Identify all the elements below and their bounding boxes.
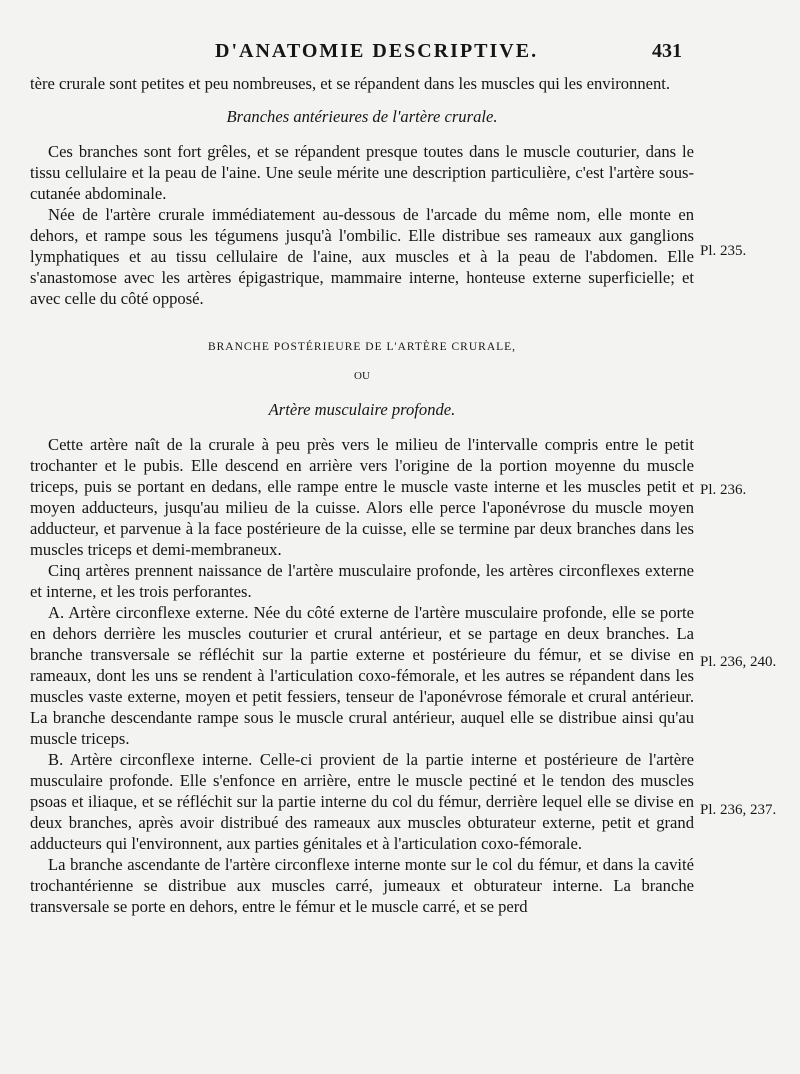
- paragraph-branche-ascendante: La branche ascendante de l'artère circonflexe interne monte sur le col du fémur, et dans la cavité trochantérienne se distribue aux muscles carré, jumeaux et obturateur interne. La branche transversale se porte en dehors, entre le fémur et le muscle carré, et se perd: [30, 855, 694, 916]
- margin-note-pl-236-240: Pl. 236, 240.: [700, 654, 777, 670]
- paragraph-anterior-2: Née de l'artère crurale immédiatement au-dessous de l'arcade du même nom, elle monte en dehors, et rampe sous les tégumens jusqu'à l'ombilic. Elle distribue ses rameaux aux ganglions lymphatiques et au tissu cellulaire de l'aine, aux muscles et à la peau de l'abdomen. Elle s'anastomose avec les artères épigastrique, mammaire interne, honteuse externe superficielle; et avec celle du côté opposé.: [30, 205, 694, 308]
- body-text: [30, 73, 694, 917]
- paragraph-anterior-1: Ces branches sont fort grêles, et se répandent presque toutes dans le muscle couturier, dans le tissu cellulaire et la peau de l'aine. Une seule mérite une description particulière, c'est l'artère sous-cutanée abdominale.: [30, 142, 694, 203]
- heading-ou: OU: [354, 370, 370, 382]
- margin-note-pl-236-237: Pl. 236, 237.: [700, 802, 777, 818]
- paragraph-circonflexe-interne: B. Artère circonflexe interne. Celle-ci provient de la partie interne et postérieure de l'artère musculaire profonde. Elle s'enfonce en arrière, entre le muscle pectiné et le tendon des muscles psoas et iliaque, et se réfléchit sur la partie interne du col du fémur, derrière lequel elle se divise en deux branches, après avoir distribué des rameaux aux muscles obturateur externe, petit et grand adducteurs qui l'environnent, aux parties génitales et à l'articulation coxo-fémorale.: [30, 750, 694, 853]
- heading-posterior-branch: BRANCHE POSTÉRIEURE DE L'ARTÈRE CRURALE,: [207, 341, 517, 353]
- heading-anterior-branches: Branches antérieures de l'artère crurale.: [226, 107, 498, 126]
- paragraph-musculaire-2: Cinq artères prennent naissance de l'artère musculaire profonde, les artères circonflexes externe et interne, et les trois perforantes.: [30, 561, 694, 601]
- paragraph-intro: tère crurale sont petites et peu nombreuses, et se répandent dans les muscles qui les environnent.: [30, 74, 671, 93]
- margin-note-pl-236: Pl. 236.: [700, 482, 747, 498]
- running-head: [0, 40, 800, 68]
- running-title: D'ANATOMIE DESCRIPTIVE.: [215, 40, 539, 62]
- paragraph-musculaire-1: Cette artère naît de la crurale à peu près vers le milieu de l'intervalle compris entre le petit trochanter et le pubis. Elle descend en arrière vers l'origine de la portion moyenne du muscle triceps, puis se portant en dedans, elle rampe entre le muscle vaste interne et les muscles petit et moyen adducteurs, jusqu'au milieu de la cuisse. Alors elle perce l'aponévrose du muscle moyen adducteur, et parvenue à la face postérieure de la cuisse, elle se termine par deux branches dans les muscles triceps et demi-membraneux.: [30, 435, 694, 559]
- paragraph-circonflexe-externe: A. Artère circonflexe externe. Née du côté externe de l'artère musculaire profonde, elle se porte en dehors derrière les muscles couturier et crural antérieur, et se partage en deux branches. La branche transversale se réfléchit sur la partie externe et postérieure du fémur, et se divise en rameaux, dont les uns se rendent à l'articulation coxo-fémorale, et les autres se répandent dans les muscles vaste externe, moyen et petit fessiers, tenseur de l'aponévrose fémorale et crural antérieur. La branche descendante rampe sous le muscle crural antérieur, auquel elle se distribue ainsi qu'au muscle triceps.: [30, 603, 694, 748]
- margin-note-pl-235: Pl. 235.: [700, 243, 747, 259]
- heading-musculaire-profonde: Artère musculaire profonde.: [268, 400, 456, 419]
- page-number: 431: [652, 40, 682, 62]
